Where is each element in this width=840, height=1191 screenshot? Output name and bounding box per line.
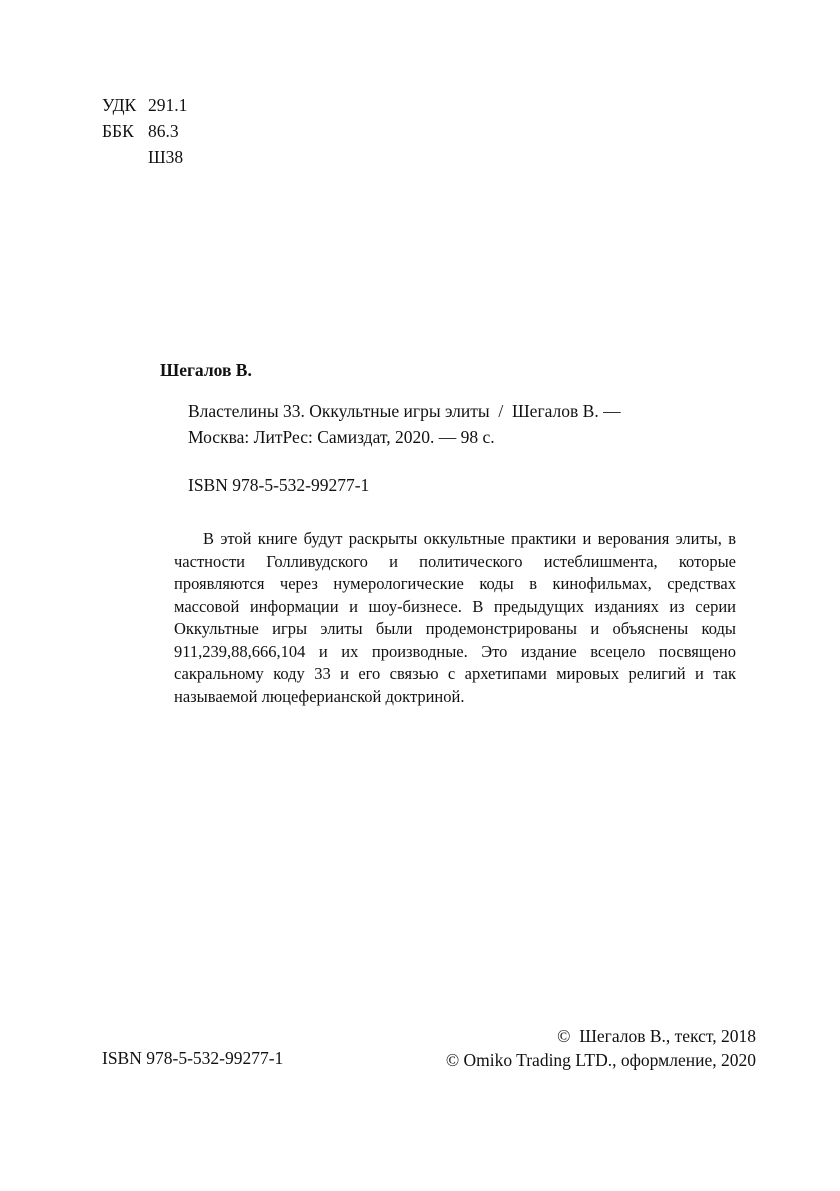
bibliographic-line-2: Москва: ЛитРес: Самиздат, 2020. — 98 с. (188, 427, 495, 447)
copyright-author: © Шегалов В., текст, 2018 (557, 1026, 756, 1046)
bibliographic-description (188, 398, 621, 450)
isbn-top: ISBN 978-5-532-99277-1 (188, 475, 370, 495)
bibliographic-line-1: Властелины 33. Оккультные игры элиты / Шегалов В. — (188, 401, 621, 421)
author-mark: Ш38 (148, 147, 184, 167)
author-mark-row (102, 144, 187, 170)
classification-block (102, 92, 187, 170)
copyright-design: © Omiko Trading LTD., оформление, 2020 (445, 1050, 756, 1070)
bbk-row (102, 118, 187, 144)
udk-row (102, 92, 187, 118)
isbn-footer: ISBN 978-5-532-99277-1 (102, 1048, 284, 1068)
bbk-value: 86.3 (148, 121, 179, 141)
udk-value: 291.1 (148, 95, 188, 115)
bbk-label: ББК (102, 121, 134, 141)
udk-label: УДК (102, 95, 137, 115)
copyright-block (446, 1024, 756, 1072)
annotation: В этой книге будут раскрыты оккультные практики и верования элиты, в частности Голливудского и политического истеблишмента, которые проявляются через нумерологические коды в кинофильмах, средствах массовой информации и шоу-бизнесе. В предыдущих изданиях из серии Оккультные игры элиты были продемонстрированы и объяснены коды 911,239,88,666,104 и их производные. Это издание всецело посвящено сакральному коду 33 и его связью с архетипами мировых религий и так называемой люцеферианской доктриной. (174, 529, 736, 706)
author-heading: Шегалов В. (160, 360, 252, 380)
